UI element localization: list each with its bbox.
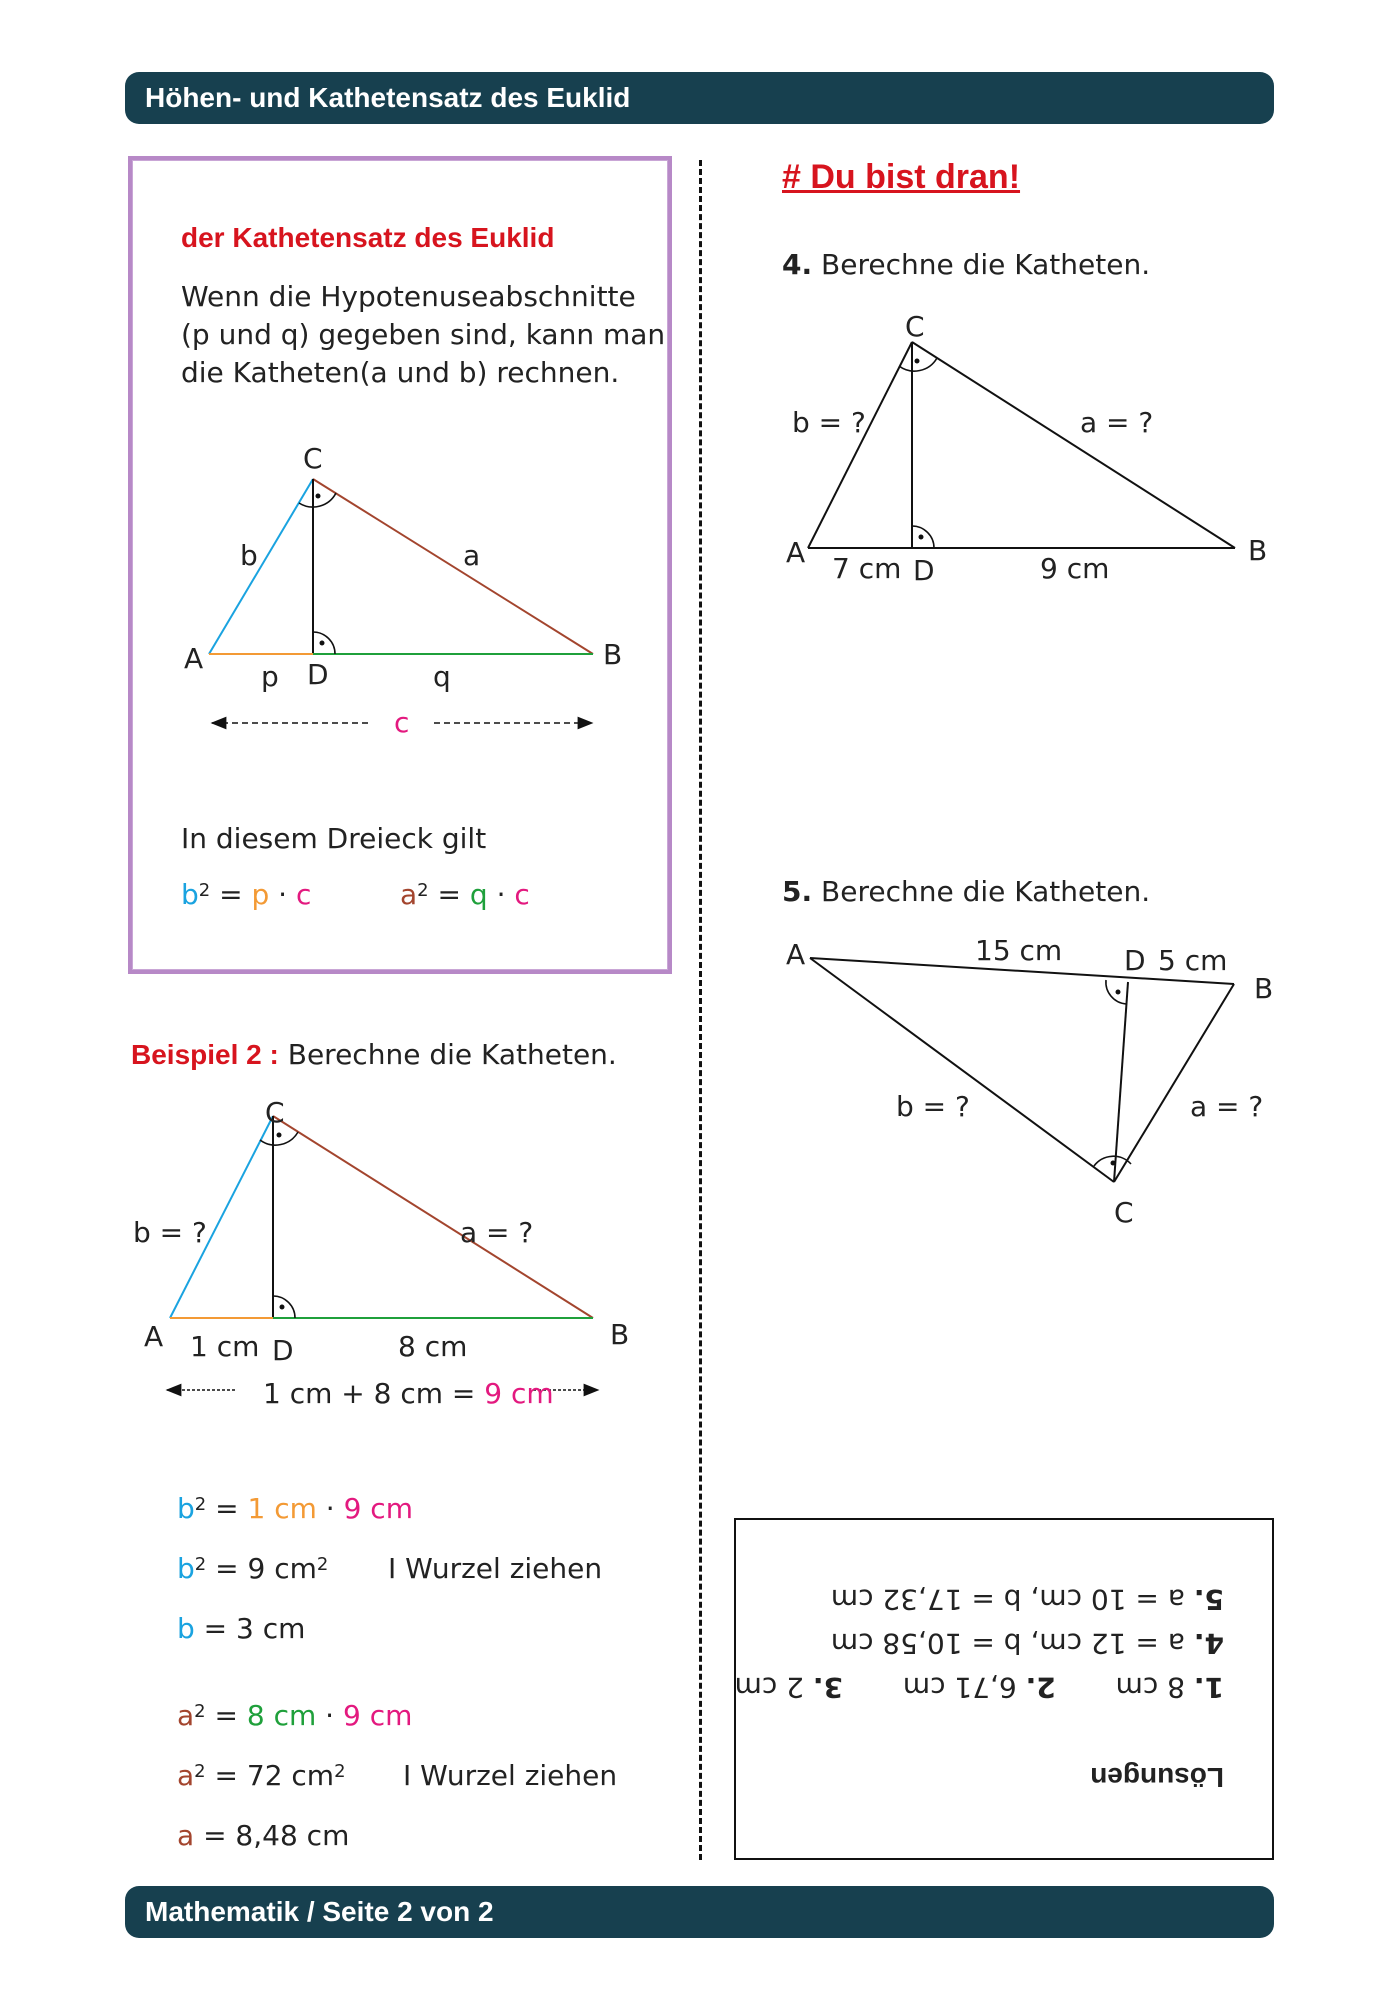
- task5-label-A: A: [786, 938, 806, 971]
- formula-a-q: q: [469, 878, 488, 911]
- theory-heading: der Kathetensatz des Euklid: [181, 222, 555, 253]
- formula-a-dot: ·: [487, 878, 515, 911]
- step-3-rest: = 3 cm: [194, 1612, 306, 1645]
- example-label-a: a = ?: [460, 1216, 534, 1249]
- task4-number: 4.: [782, 248, 813, 281]
- example-label-C: C: [265, 1096, 285, 1129]
- step-5-rest: = 72 cm: [205, 1759, 335, 1792]
- theory-label-B: B: [603, 638, 623, 671]
- formula-a: [400, 876, 530, 914]
- theory-label-A: A: [184, 642, 204, 675]
- task5-text: Berechne die Katheten.: [812, 875, 1151, 908]
- task4-triangle: [808, 342, 1235, 548]
- solution-3-number: 3.: [812, 1671, 843, 1704]
- example-sum-left: 1 cm + 8 cm =: [263, 1377, 485, 1410]
- solutions-row-3: [831, 1580, 1224, 1618]
- step-3: [177, 1610, 305, 1648]
- solution-4-number: 4.: [1193, 1627, 1224, 1660]
- solutions-box: [734, 1518, 1274, 1860]
- example-label-q: 8 cm: [398, 1330, 468, 1363]
- step-1-v1: 1 cm: [247, 1492, 317, 1525]
- step-4-lhs: a: [177, 1699, 195, 1732]
- column-divider: [699, 160, 702, 1860]
- step-4-v1: 8 cm: [246, 1699, 317, 1732]
- solutions-row-2: [831, 1624, 1224, 1662]
- example-task: Berechne die Katheten.: [278, 1038, 617, 1071]
- theory-label-D: D: [307, 658, 329, 691]
- footer-bar: [125, 1886, 1274, 1938]
- footer-title: Mathematik / Seite 2 von 2: [145, 1896, 494, 1927]
- example-heading: [131, 1036, 617, 1074]
- formula-a-eq: =: [428, 878, 470, 911]
- task4-heading: [782, 246, 1150, 284]
- example-label: Beispiel 2 :: [131, 1039, 279, 1070]
- task5-label-D: D: [1124, 944, 1146, 977]
- theory-line-1: Wenn die Hypotenuseabschnitte: [181, 280, 636, 313]
- task5-label-C: C: [1114, 1196, 1134, 1229]
- example-label-B: B: [610, 1318, 630, 1351]
- step-4-eq: =: [205, 1699, 247, 1732]
- solutions-row-1: [735, 1668, 1224, 1706]
- task4-text: Berechne die Katheten.: [812, 248, 1151, 281]
- step-4-exp: 2: [194, 1701, 206, 1722]
- example-label-p: 1 cm: [190, 1330, 260, 1363]
- theory-line-2: (p und q) gegeben sind, kann man: [181, 318, 666, 351]
- step-1-dot: ·: [316, 1492, 344, 1525]
- theory-label-b: b: [240, 539, 258, 572]
- step-2-note: I Wurzel ziehen: [388, 1552, 603, 1585]
- step-4: [177, 1697, 412, 1735]
- task4-label-a: a = ?: [1080, 406, 1154, 439]
- step-1: [177, 1490, 413, 1528]
- task4-label-p: 7 cm: [832, 552, 902, 585]
- step-2: [177, 1550, 328, 1588]
- formula-b-p: p: [251, 878, 270, 911]
- step-4-v2: 9 cm: [342, 1699, 413, 1732]
- formula-b-dot: ·: [269, 878, 296, 911]
- task4-label-q: 9 cm: [1040, 552, 1110, 585]
- task4-label-D: D: [913, 554, 935, 587]
- step-5-exp: 2: [194, 1761, 206, 1782]
- page-title: Höhen- und Kathetensatz des Euklid: [145, 82, 631, 113]
- task5-number: 5.: [782, 875, 813, 908]
- formula-b: [181, 876, 311, 914]
- theory-label-a: a: [463, 539, 481, 572]
- theory-label-q: q: [433, 660, 451, 693]
- step-2-lhs: b: [177, 1552, 195, 1585]
- step-6-rest: = 8,48 cm: [194, 1819, 350, 1852]
- step-5: [177, 1757, 346, 1795]
- step-5-exp2: 2: [334, 1761, 346, 1782]
- solution-5-value: a = 10 cm, b = 17,32 cm: [830, 1583, 1194, 1616]
- step-1-v2: 9 cm: [343, 1492, 413, 1525]
- solutions-rotated: [736, 1520, 1272, 1858]
- formula-a-c: c: [514, 878, 530, 911]
- step-5-lhs: a: [177, 1759, 195, 1792]
- theory-line-3: die Katheten(a und b) rechnen.: [181, 356, 620, 389]
- example-label-A: A: [144, 1320, 164, 1353]
- theory-label-C: C: [303, 442, 323, 475]
- solution-4-value: a = 12 cm, b = 10,58 cm: [830, 1627, 1194, 1660]
- theory-label-p: p: [261, 660, 279, 693]
- task5-label-p: 15 cm: [975, 934, 1063, 967]
- step-1-exp: 2: [194, 1494, 207, 1515]
- step-1-eq: =: [206, 1492, 248, 1525]
- example-sum: [263, 1375, 554, 1413]
- step-4-dot: ·: [316, 1699, 343, 1732]
- step-1-lhs: b: [177, 1492, 195, 1525]
- task4-label-b: b = ?: [792, 406, 866, 439]
- solution-5-number: 5.: [1193, 1583, 1224, 1616]
- formula-a-exp: 2: [417, 880, 429, 901]
- task5-heading: [782, 873, 1150, 911]
- step-5-note: I Wurzel ziehen: [403, 1759, 618, 1792]
- task5-label-B: B: [1254, 972, 1274, 1005]
- task4-label-A: A: [786, 536, 806, 569]
- solution-1-number: 1.: [1193, 1671, 1224, 1704]
- example-sum-right: 9 cm: [484, 1377, 554, 1410]
- task5-label-a: a = ?: [1190, 1090, 1264, 1123]
- exercises-heading: # Du bist dran!: [782, 158, 1021, 196]
- solution-3-value: 2 cm: [734, 1671, 813, 1704]
- formula-a-lhs: a: [400, 878, 418, 911]
- task5-label-q: 5 cm: [1158, 944, 1228, 977]
- solutions-title: Lösungen: [1090, 1762, 1224, 1793]
- task5-triangle: [810, 958, 1234, 1182]
- step-6: [177, 1817, 349, 1855]
- formula-b-eq: =: [210, 878, 252, 911]
- step-2-exp: 2: [194, 1554, 207, 1575]
- rule-intro: In diesem Dreieck gilt: [181, 822, 487, 855]
- formula-b-c: c: [295, 878, 312, 911]
- solution-1-value: 8 cm: [1115, 1671, 1194, 1704]
- step-3-lhs: b: [177, 1612, 195, 1645]
- step-6-lhs: a: [177, 1819, 195, 1852]
- example-label-b: b = ?: [133, 1216, 207, 1249]
- example-label-D: D: [272, 1334, 294, 1367]
- task4-label-B: B: [1248, 534, 1268, 567]
- solution-2-value: 6,71 cm: [902, 1671, 1026, 1704]
- task5-label-b: b = ?: [896, 1090, 970, 1123]
- step-2-rest: = 9 cm: [206, 1552, 317, 1585]
- solution-2-number: 2.: [1025, 1671, 1056, 1704]
- formula-b-lhs: b: [181, 878, 199, 911]
- step-2-exp2: 2: [316, 1554, 329, 1575]
- theory-label-c: c: [394, 706, 410, 739]
- task4-label-C: C: [905, 310, 925, 343]
- formula-b-exp: 2: [198, 880, 211, 901]
